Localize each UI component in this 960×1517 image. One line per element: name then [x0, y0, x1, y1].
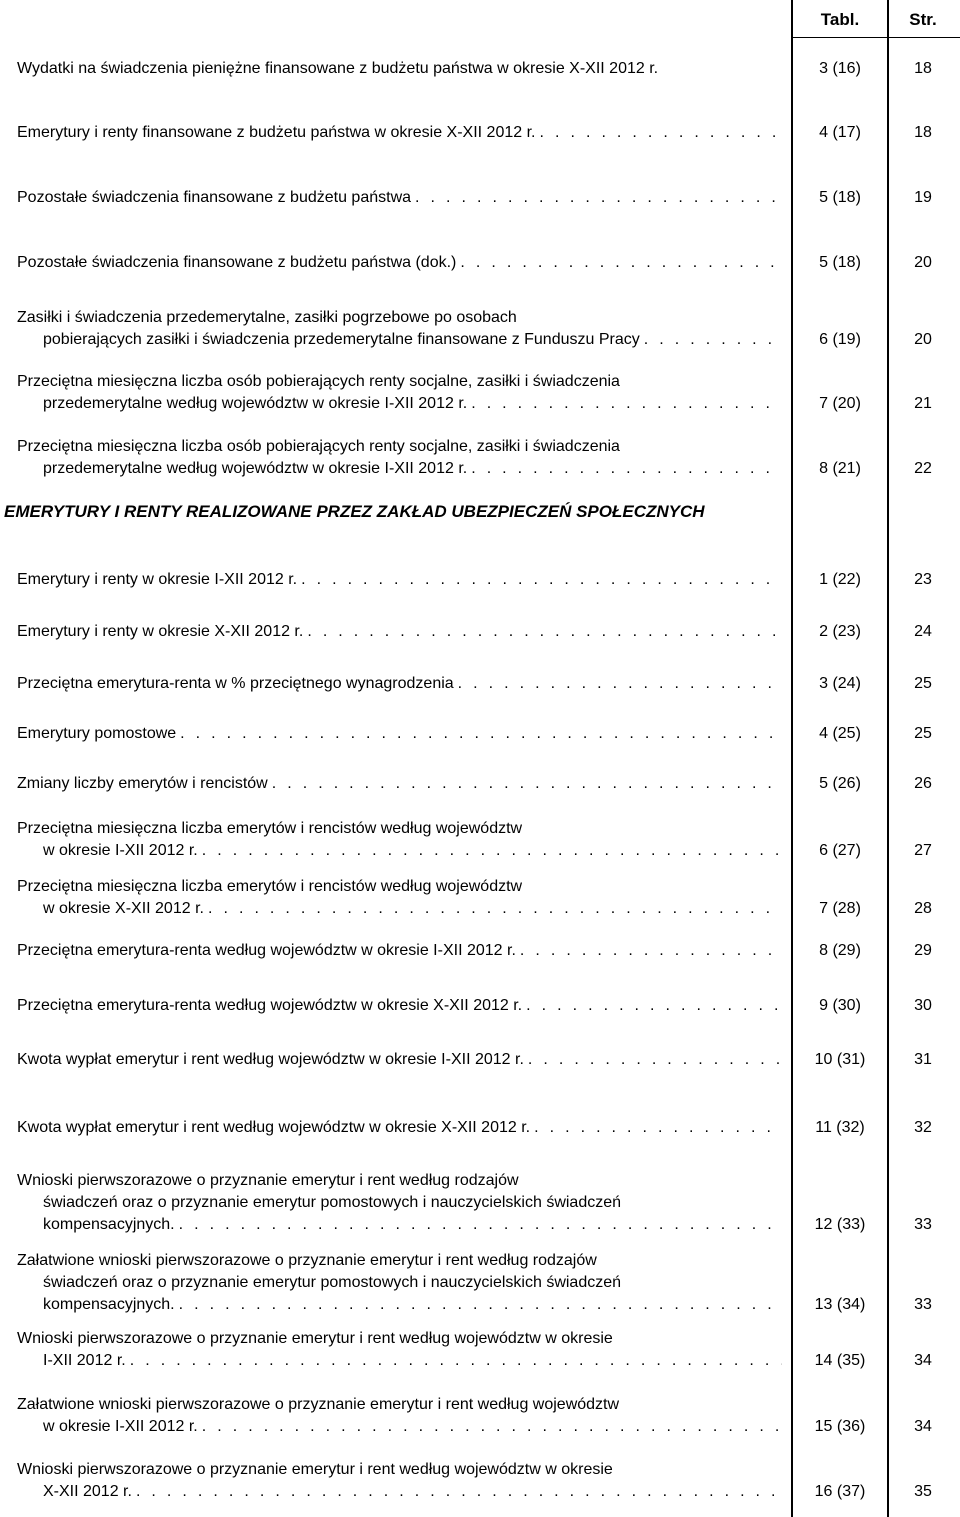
section-heading: EMERYTURY I RENTY REALIZOWANE PRZEZ ZAKŁAD UBEZPIECZEŃ SPOŁECZNYCH [4, 502, 705, 521]
toc-entry [0, 876, 960, 920]
entry-title-line: Pozostałe świadczenia finansowane z budżetu państwa [17, 189, 412, 206]
page-number: 20 [914, 254, 932, 271]
entry-title-line: przedemerytalne według województw w okresie I-XII 2012 r. [43, 460, 468, 477]
dot-leader [520, 940, 782, 962]
dot-leader [534, 1117, 782, 1139]
toc-entry [0, 569, 960, 591]
toc-entry [0, 252, 960, 274]
table-number: 1 (22) [819, 571, 861, 588]
toc-entry [0, 723, 960, 745]
table-number: 5 (18) [819, 254, 861, 271]
page-number: 29 [914, 942, 932, 959]
toc-entry [0, 436, 960, 480]
entry-title-line: Przeciętna miesięczna liczba emerytów i rencistów według województw [17, 820, 523, 837]
entry-title-line: Przeciętna miesięczna liczba osób pobierających renty socjalne, zasiłki i świadczenia [17, 438, 620, 455]
dot-leader [180, 723, 782, 745]
table-number: 3 (24) [819, 675, 861, 692]
entry-title-line: Wydatki na świadczenia pieniężne finansowane z budżetu państwa w okresie X-XII 2012 r. [17, 60, 659, 77]
entry-title-line: świadczeń oraz o przyznanie emerytur pomostowych i nauczycielskich świadczeń [43, 1274, 622, 1291]
toc-entry [0, 818, 960, 862]
table-number: 13 (34) [814, 1296, 866, 1313]
table-number: 7 (20) [819, 395, 861, 412]
toc-entry [0, 1250, 960, 1316]
page-number: 35 [914, 1483, 932, 1500]
toc-entry [0, 1394, 960, 1438]
header-tabl: Tabl. [820, 10, 860, 29]
page-number: 19 [914, 189, 932, 206]
toc-entry [0, 307, 960, 351]
toc-entry [0, 1049, 960, 1071]
entry-title-line: Pozostałe świadczenia finansowane z budżetu państwa (dok.) [17, 254, 457, 271]
toc-entry [0, 1117, 960, 1139]
toc-entry [0, 122, 960, 144]
page-number: 23 [914, 571, 932, 588]
page-number: 27 [914, 842, 932, 859]
page-number: 32 [914, 1119, 932, 1136]
dot-leader [471, 458, 782, 480]
dot-leader [136, 1481, 782, 1503]
dot-leader [202, 1416, 782, 1438]
page-number: 25 [914, 675, 932, 692]
entry-title-line: świadczeń oraz o przyznanie emerytur pomostowych i nauczycielskich świadczeń [43, 1194, 622, 1211]
entry-title-line: Zasiłki i świadczenia przedemerytalne, zasiłki pogrzebowe po osobach [17, 309, 517, 326]
toc-entry [0, 187, 960, 209]
table-number: 4 (25) [819, 725, 861, 742]
toc-entry [0, 1328, 960, 1372]
entry-title-line: Zmiany liczby emerytów i rencistów [17, 775, 268, 792]
toc-entry [0, 940, 960, 962]
page-number: 22 [914, 460, 932, 477]
page-number: 33 [914, 1296, 932, 1313]
entry-title-line: Wnioski pierwszorazowe o przyznanie emerytur i rent według województw w okresie [17, 1461, 613, 1478]
entry-title-line: Załatwione wnioski pierwszorazowe o przyznanie emerytur i rent według rodzajów [17, 1252, 597, 1269]
toc-entry [0, 621, 960, 643]
table-number: 9 (30) [819, 997, 861, 1014]
table-number: 5 (18) [819, 189, 861, 206]
entry-title-line: Przeciętna emerytura-renta według województw w okresie I-XII 2012 r. [17, 942, 516, 959]
entry-title-line: Kwota wypłat emerytur i rent według województw w okresie X-XII 2012 r. [17, 1119, 531, 1136]
entry-title-line: kompensacyjnych. [43, 1216, 175, 1233]
toc-entry [0, 773, 960, 795]
table-number: 5 (26) [819, 775, 861, 792]
dot-leader [528, 1049, 782, 1071]
page-number: 21 [914, 395, 932, 412]
entry-title-line: Przeciętna emerytura-renta w % przeciętnego wynagrodzenia [17, 675, 454, 692]
table-number: 6 (27) [819, 842, 861, 859]
dot-leader [179, 1294, 782, 1316]
entry-title-line: Przeciętna emerytura-renta według województw w okresie X-XII 2012 r. [17, 997, 523, 1014]
page-number: 33 [914, 1216, 932, 1233]
page-number: 34 [914, 1352, 932, 1369]
entry-title-line: w okresie X-XII 2012 r. [43, 900, 204, 917]
entry-title-line: Wnioski pierwszorazowe o przyznanie emerytur i rent według województw w okresie [17, 1330, 613, 1347]
entry-title-line: Załatwione wnioski pierwszorazowe o przyznanie emerytur i rent według województw [17, 1396, 620, 1413]
dot-leader [526, 995, 782, 1017]
dot-leader [307, 621, 782, 643]
table-number: 11 (32) [815, 1119, 865, 1136]
page-number: 25 [914, 725, 932, 742]
entry-title-line: Emerytury i renty w okresie X-XII 2012 r. [17, 623, 304, 640]
page-number: 24 [914, 623, 932, 640]
page-number: 28 [914, 900, 932, 917]
entry-title-line: Kwota wypłat emerytur i rent według województw w okresie I-XII 2012 r. [17, 1051, 524, 1068]
table-number: 8 (29) [819, 942, 861, 959]
dot-leader [644, 329, 782, 351]
toc-entry [0, 673, 960, 695]
toc-entry [0, 1170, 960, 1236]
page-number: 18 [914, 124, 932, 141]
entry-title-line: Wnioski pierwszorazowe o przyznanie emerytur i rent według rodzajów [17, 1172, 519, 1189]
entry-title-line: przedemerytalne według województw w okresie I-XII 2012 r. [43, 395, 468, 412]
dot-leader [301, 569, 782, 591]
table-number: 3 (16) [819, 60, 861, 77]
table-number: 16 (37) [814, 1483, 866, 1500]
table-number: 4 (17) [819, 124, 861, 141]
toc-entry [0, 1459, 960, 1503]
toc-entry [0, 995, 960, 1017]
table-number: 10 (31) [814, 1051, 866, 1068]
page-number: 18 [914, 60, 932, 77]
table-number: 12 (33) [814, 1216, 866, 1233]
entry-title-line: pobierających zasiłki i świadczenia przedemerytalne finansowane z Funduszu Pracy [43, 331, 640, 348]
dot-leader [415, 187, 782, 209]
table-number: 6 (19) [819, 331, 861, 348]
table-number: 7 (28) [819, 900, 861, 917]
entry-title-line: Przeciętna miesięczna liczba osób pobierających renty socjalne, zasiłki i świadczenia [17, 373, 620, 390]
dot-leader [202, 840, 782, 862]
entry-title-line: w okresie I-XII 2012 r. [43, 1418, 198, 1435]
page-number: 31 [914, 1051, 932, 1068]
table-number: 2 (23) [819, 623, 861, 640]
entry-title-line: w okresie I-XII 2012 r. [43, 842, 198, 859]
entry-title-line: Emerytury pomostowe [17, 725, 177, 742]
page-number: 30 [914, 997, 932, 1014]
header-underline [793, 37, 887, 38]
dot-leader [179, 1214, 782, 1236]
entry-title-line: Emerytury i renty w okresie I-XII 2012 r. [17, 571, 298, 588]
dot-leader [458, 673, 782, 695]
entry-title-line: I-XII 2012 r. [43, 1352, 126, 1369]
dot-leader [208, 898, 782, 920]
dot-leader [539, 122, 782, 144]
dot-leader [471, 393, 782, 415]
page-number: 26 [914, 775, 932, 792]
dot-leader [130, 1350, 782, 1372]
dot-leader [460, 252, 782, 274]
page-number: 34 [914, 1418, 932, 1435]
entry-title-line: Przeciętna miesięczna liczba emerytów i rencistów według województw [17, 878, 523, 895]
table-number: 8 (21) [819, 460, 861, 477]
toc-entry [0, 58, 960, 80]
page-number: 20 [914, 331, 932, 348]
entry-title-line: X-XII 2012 r. [43, 1483, 132, 1500]
dot-leader [272, 773, 782, 795]
table-number: 15 (36) [814, 1418, 866, 1435]
toc-entry [0, 371, 960, 415]
entry-title-line: kompensacyjnych. [43, 1296, 175, 1313]
header-underline [889, 37, 960, 38]
entry-title-line: Emerytury i renty finansowane z budżetu państwa w okresie X-XII 2012 r. [17, 124, 536, 141]
table-number: 14 (35) [814, 1352, 866, 1369]
header-str: Str. [909, 10, 937, 29]
